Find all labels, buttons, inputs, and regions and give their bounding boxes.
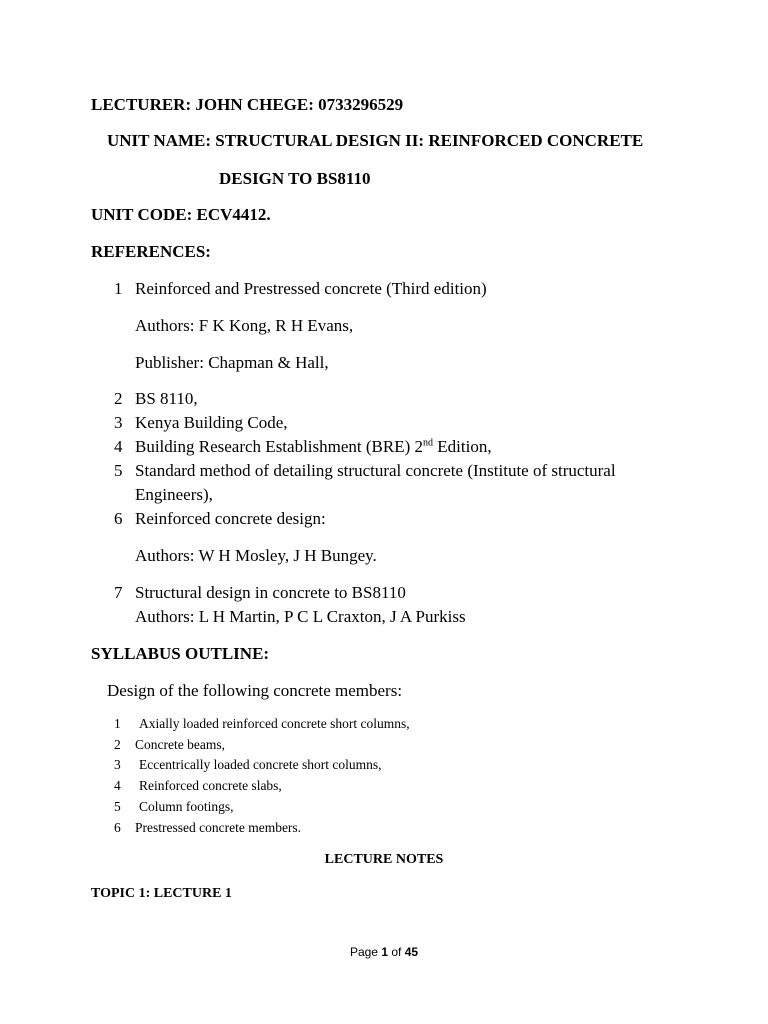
syllabus-number: 2 <box>114 737 121 752</box>
syllabus-item: Concrete beams, <box>135 737 225 752</box>
page-footer: Page 1 of 45 <box>349 945 419 959</box>
page-number: 1 <box>381 945 388 959</box>
syllabus-intro: Design of the following concrete members: <box>107 681 403 700</box>
reference-number: 4 <box>114 437 123 456</box>
reference-number: 3 <box>114 413 123 432</box>
syllabus-number: 6 <box>114 820 121 835</box>
reference-text: Reinforced and Prestressed concrete (Third edition) <box>135 279 487 298</box>
syllabus-item: Reinforced concrete slabs, <box>139 778 282 793</box>
reference-text: Engineers), <box>135 485 213 504</box>
page-total: 45 <box>404 945 419 959</box>
reference-text: Reinforced concrete design: <box>135 509 326 528</box>
syllabus-number: 5 <box>114 799 121 814</box>
reference-text: BS 8110, <box>135 389 198 408</box>
syllabus-heading: SYLLABUS OUTLINE: <box>91 644 270 663</box>
unit-code-line: UNIT CODE: ECV4412. <box>91 205 271 224</box>
unit-name-line-2: DESIGN TO BS8110 <box>219 169 371 188</box>
syllabus-item: Eccentrically loaded concrete short columns, <box>139 757 382 772</box>
syllabus-item: Axially loaded reinforced concrete short columns, <box>139 716 410 731</box>
reference-number: 5 <box>114 461 123 480</box>
reference-number: 1 <box>114 279 123 298</box>
syllabus-number: 3 <box>114 757 121 772</box>
reference-text: Publisher: Chapman & Hall, <box>135 353 329 372</box>
lecture-notes-heading: LECTURE NOTES <box>324 852 444 867</box>
reference-text: Building Research Establishment (BRE) 2nd Edition, <box>135 437 492 456</box>
reference-text: Kenya Building Code, <box>135 413 288 432</box>
topic-heading: TOPIC 1: LECTURE 1 <box>91 886 232 901</box>
syllabus-number: 1 <box>114 716 121 731</box>
reference-number: 7 <box>114 583 123 602</box>
reference-text: Standard method of detailing structural concrete (Institute of structural <box>135 461 616 480</box>
reference-number: 6 <box>114 509 123 528</box>
lecturer-line: LECTURER: JOHN CHEGE: 0733296529 <box>91 95 404 114</box>
syllabus-item: Column footings, <box>139 799 234 814</box>
reference-number: 2 <box>114 389 123 408</box>
reference-text: Authors: F K Kong, R H Evans, <box>135 316 354 335</box>
unit-name-line-1: UNIT NAME: STRUCTURAL DESIGN II: REINFORCED CONCRETE <box>107 131 644 150</box>
references-heading: REFERENCES: <box>91 242 211 261</box>
reference-text: Structural design in concrete to BS8110 <box>135 583 406 602</box>
syllabus-item: Prestressed concrete members. <box>135 820 302 835</box>
syllabus-number: 4 <box>114 778 121 793</box>
reference-text: Authors: W H Mosley, J H Bungey. <box>135 546 377 565</box>
reference-text: Authors: L H Martin, P C L Craxton, J A Purkiss <box>135 607 466 626</box>
